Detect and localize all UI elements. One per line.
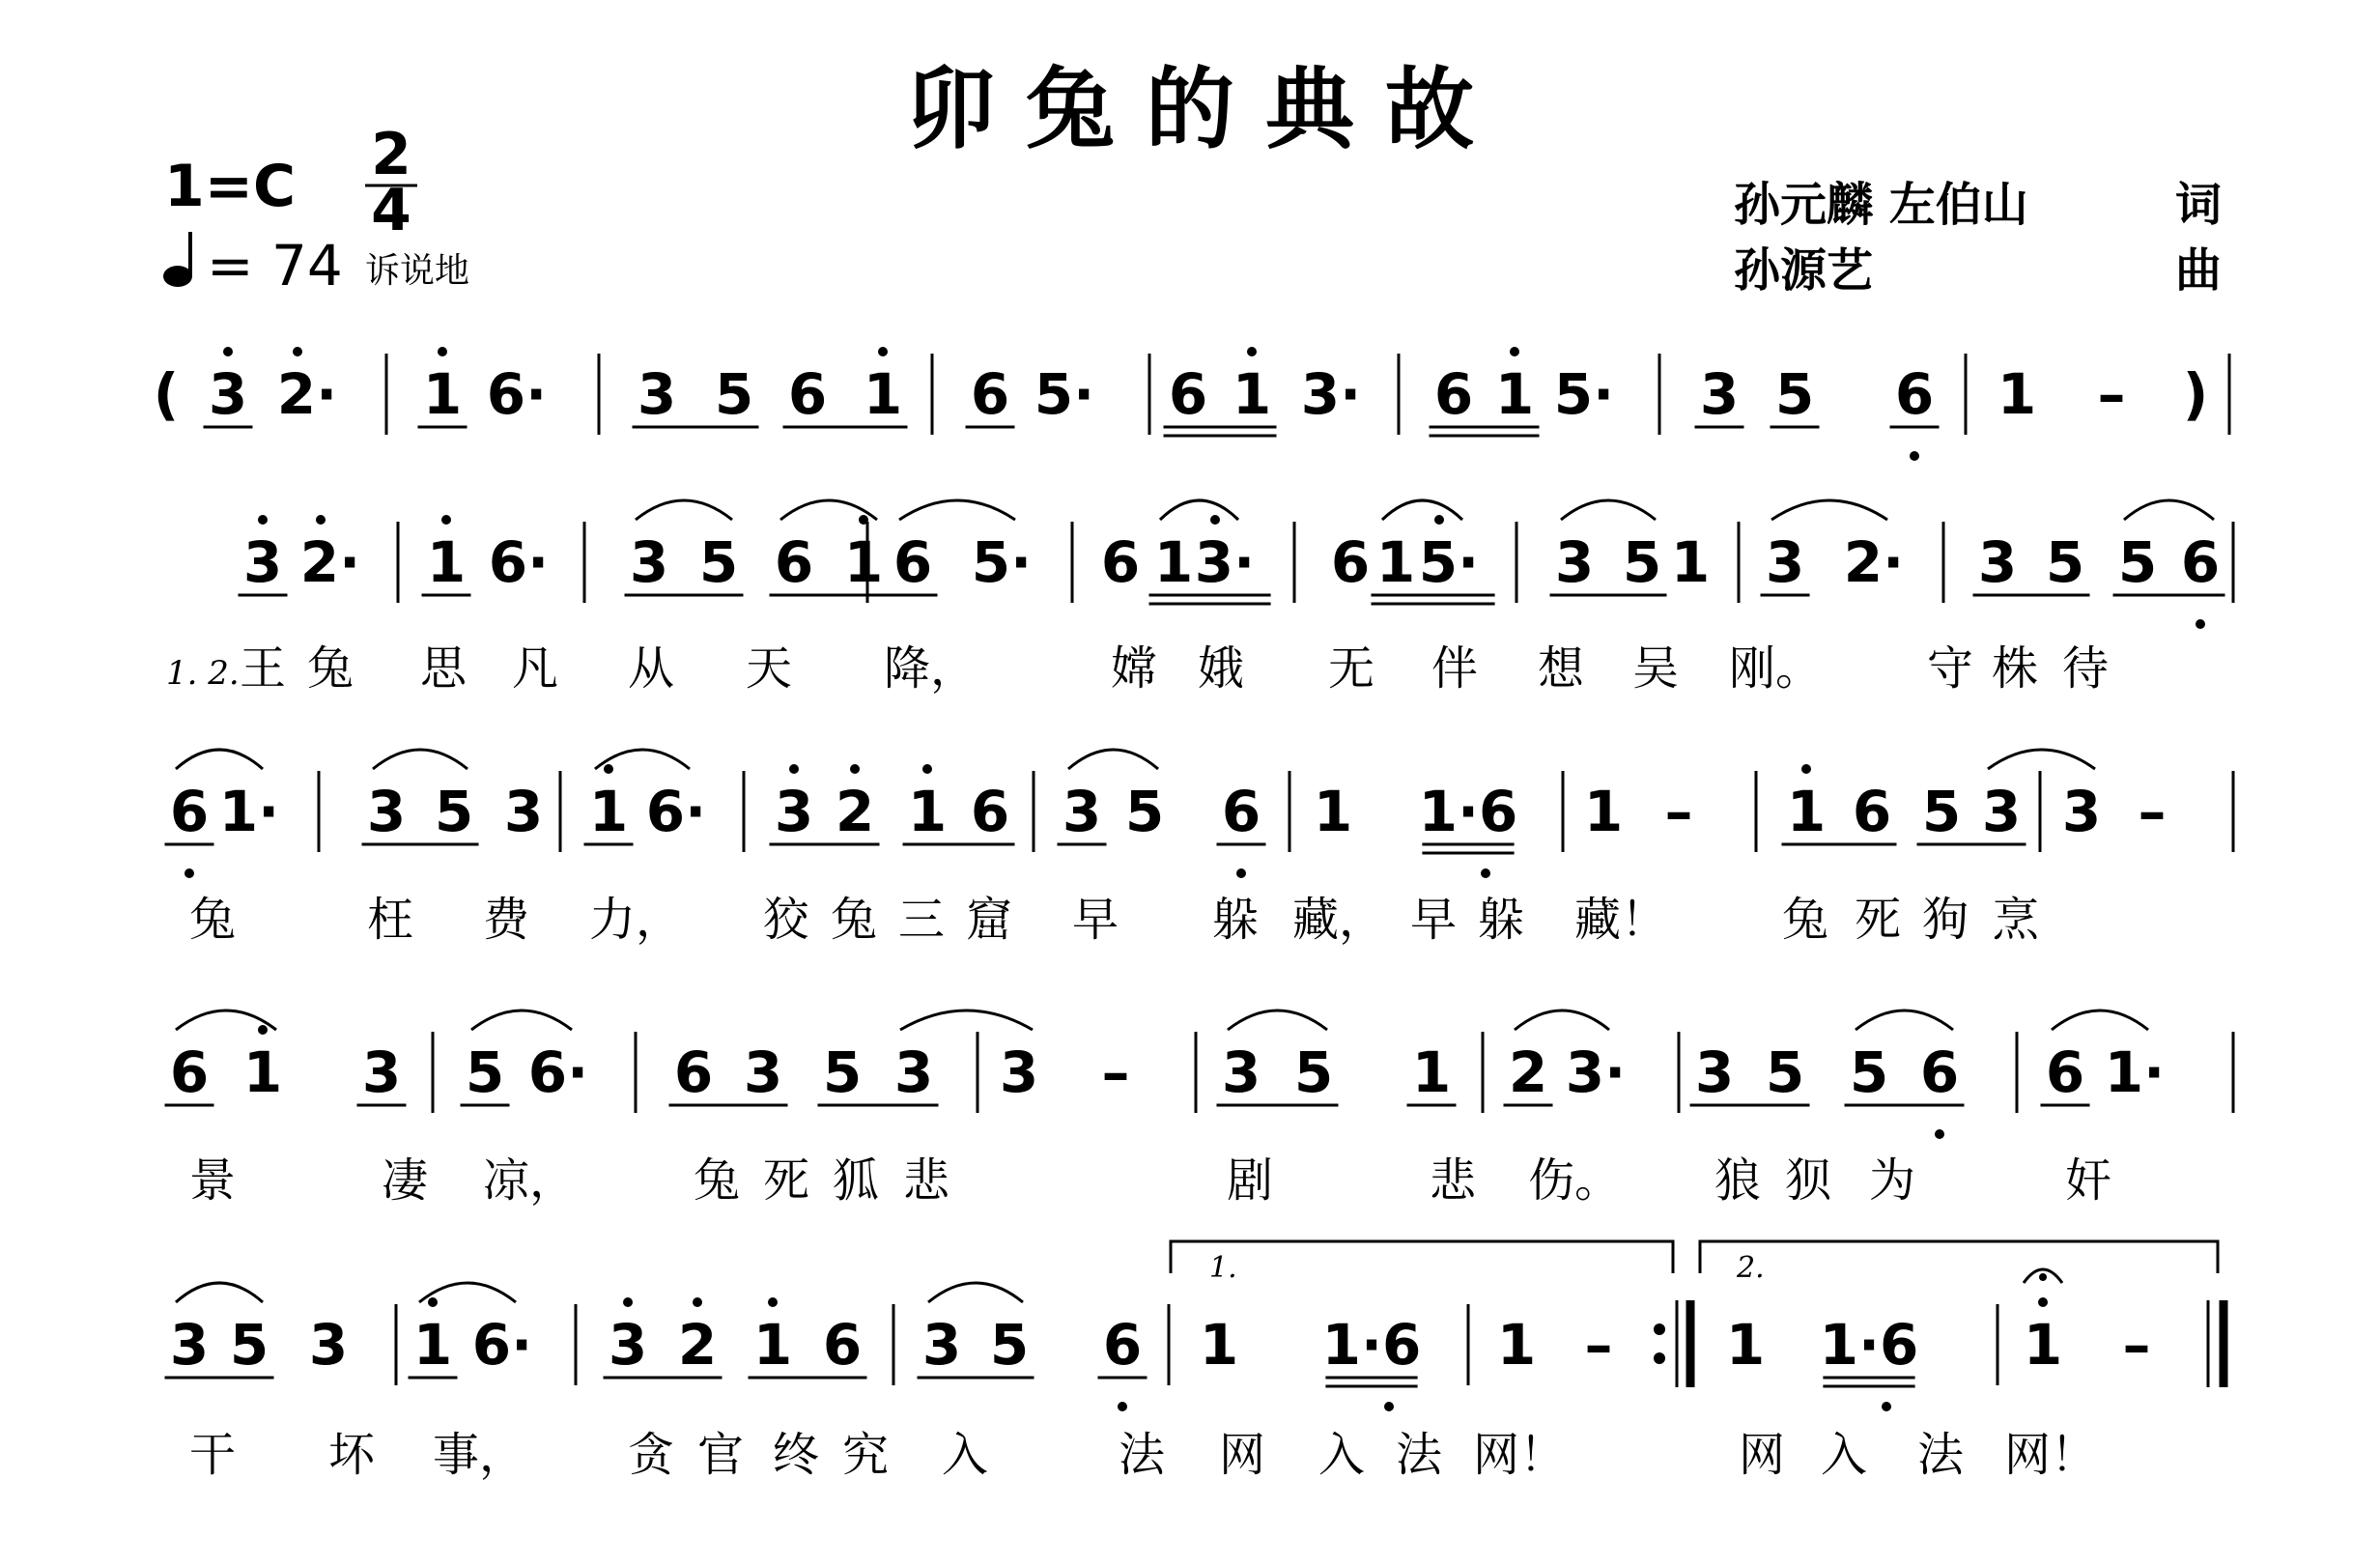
octave-dot-high [438, 347, 447, 356]
jianpu-note: 6 [1894, 361, 1935, 427]
jianpu-note: 6 [1221, 779, 1261, 844]
lyric-syllable: 藏！ [1574, 893, 1668, 947]
jianpu-note: 1 [412, 1312, 453, 1378]
jianpu-note: 1 [1725, 1312, 1766, 1378]
jianpu-note: 2 [835, 779, 875, 844]
lyric-syllable: 入 [942, 1428, 989, 1482]
lyric-syllable: 刚。 [1729, 641, 1823, 696]
jianpu-note: 6· [471, 1312, 533, 1378]
lyric-syllable: 早 [1410, 893, 1458, 947]
jianpu-note: 3 [503, 779, 544, 844]
octave-dot-low [184, 868, 194, 878]
jianpu-note: 3 [1765, 529, 1805, 595]
jianpu-note: 3 [1554, 529, 1595, 595]
slur [373, 750, 468, 769]
lyric-syllable: 待 [2062, 641, 2110, 696]
quarter-note-icon [163, 232, 192, 287]
lyric-syllable: 法 [1119, 1428, 1166, 1482]
jianpu-note: 6· [488, 529, 550, 595]
jianpu-note: 3· [1194, 529, 1256, 595]
jianpu-note: 3 [361, 1039, 402, 1105]
jianpu-note: 6· [645, 779, 707, 844]
jianpu-note: 6 [1919, 1039, 1960, 1105]
jianpu-note: 6 [1852, 779, 1892, 844]
system-line2 [165, 750, 2234, 947]
lyric-syllable: 贪 [628, 1428, 675, 1482]
lyric-syllable: 究 [842, 1428, 890, 1482]
octave-dot-low [1118, 1402, 1127, 1411]
jianpu-note: 5 [2045, 529, 2085, 595]
second-ending-bracket [1700, 1241, 2218, 1285]
octave-dot-high [293, 347, 302, 356]
lyric-syllable: 费 [483, 893, 530, 947]
lyric-syllable: 法 [1917, 1428, 1965, 1482]
key-signature: 1=C [164, 153, 297, 220]
jianpu-note: 6· [486, 361, 548, 427]
jianpu-note: 3 [1981, 779, 2022, 844]
lyric-syllable: 守 [1927, 641, 1974, 696]
octave-dot-high [223, 347, 233, 356]
jianpu-note: 1 [422, 361, 463, 427]
jianpu-note: 1·6 [1418, 779, 1518, 844]
lyric-syllable: 早 [1072, 893, 1119, 947]
second-ending-label: 2. [1737, 1251, 1765, 1285]
lyric-syllable: 烹 [1993, 893, 2040, 947]
lyric-syllable: 法 [1396, 1428, 1443, 1482]
lyric-syllable: 力， [589, 893, 683, 947]
jianpu-note: 3 [1699, 361, 1740, 427]
lyric-syllable: 伤。 [1528, 1153, 1622, 1208]
lyric-syllable: 坏 [328, 1428, 376, 1482]
jianpu-note: 5 [434, 779, 474, 844]
jianpu-note: 1 [1496, 1312, 1537, 1378]
jianpu-note: 5 [1124, 779, 1165, 844]
slur [900, 1010, 1033, 1030]
slur [176, 1283, 263, 1302]
slur [2052, 1010, 2148, 1030]
jianpu-note: 6 [774, 529, 814, 595]
jianpu-note: 3 [1062, 779, 1102, 844]
jianpu-note: 5 [1774, 361, 1815, 427]
verse-marker: 1. 2. [166, 654, 240, 693]
jianpu-note: 3 [637, 361, 677, 427]
jianpu-note: 3 [743, 1039, 783, 1105]
jianpu-note: 1 [863, 361, 903, 427]
octave-dot-high [1210, 515, 1220, 525]
jianpu-note: 6 [1168, 361, 1208, 427]
jianpu-note: 6 [169, 779, 210, 844]
octave-dot-high [922, 764, 932, 774]
lyric-syllable: 伴 [1431, 641, 1479, 696]
octave-dot-high [316, 515, 326, 525]
octave-dot-high [1247, 347, 1257, 356]
jianpu-note: 5· [1553, 361, 1615, 427]
lyric-syllable: 凡 [512, 641, 559, 696]
octave-dot-high [604, 764, 613, 774]
octave-dot-high [859, 515, 868, 525]
jianpu-note: 1 [843, 529, 884, 595]
lyric-syllable: 剧 [1227, 1153, 1274, 1208]
jianpu-note: 1 [1411, 1039, 1452, 1105]
jianpu-note: 3 [893, 1039, 934, 1105]
jianpu-note: 1· [218, 779, 280, 844]
lyric-syllable: 从 [628, 641, 675, 696]
jianpu-note: 5· [971, 529, 1033, 595]
lyric-syllable: 兔 [694, 1153, 741, 1208]
octave-dot-high [623, 1297, 633, 1307]
jianpu-note: 1 [1583, 779, 1624, 844]
jianpu-note: 1 [752, 1312, 793, 1378]
octave-dot-high [441, 515, 451, 525]
jianpu-note: 6 [822, 1312, 863, 1378]
tempo-value: = 74 [207, 233, 343, 299]
lyricists: 孙元麟 左伯山 [1734, 178, 2028, 232]
jianpu-note: 3 [1977, 529, 2018, 595]
lyric-syllable: 想 [1538, 641, 1585, 696]
jianpu-note: 2 [1508, 1039, 1548, 1105]
octave-dot-high [428, 1297, 438, 1307]
lyric-syllable: 无 [1328, 641, 1375, 696]
lyric-syllable: 为 [1869, 1153, 1916, 1208]
lyric-syllable: 凉， [483, 1153, 577, 1208]
jianpu-note: 3 [242, 529, 283, 595]
lyric-syllable: 网 [1219, 1428, 1266, 1482]
lyric-syllable: 躲 [1478, 893, 1525, 947]
octave-dot-high [1434, 515, 1444, 525]
jianpu-note: 1 [242, 1039, 283, 1105]
lyric-syllable: 兔 [1782, 893, 1829, 947]
slur [1382, 500, 1462, 520]
repeat-dot [1654, 1352, 1665, 1364]
hold-dash: – [1101, 1039, 1130, 1105]
jianpu-note: 6 [970, 361, 1010, 427]
jianpu-note: 1 [1313, 779, 1353, 844]
jianpu-note: 6 [1102, 1312, 1143, 1378]
jianpu-note: 1 [1786, 779, 1827, 844]
jianpu-note: 6 [2180, 529, 2221, 595]
slur [1515, 1010, 1609, 1030]
lyric-syllable: 凄 [382, 1153, 429, 1208]
octave-dot-low [2196, 619, 2205, 629]
hold-dash: – [1664, 779, 1693, 844]
lyric-syllable: 株 [1992, 641, 2039, 696]
jianpu-note: 1 [1199, 1312, 1239, 1378]
jianpu-note: 3 [208, 361, 248, 427]
lyric-syllable: 悲 [1430, 1153, 1477, 1208]
lyric-syllable: 王 [240, 641, 287, 696]
parenthesis: ) [2182, 361, 2209, 427]
lyric-syllable: 事， [433, 1428, 526, 1482]
system-line3 [165, 1010, 2234, 1208]
jianpu-note: 3 [169, 1312, 210, 1378]
lyric-syllable: 三 [898, 893, 946, 947]
lyric-syllable: 悲 [903, 1153, 950, 1208]
slur [1856, 1010, 1953, 1030]
jianpu-note: 6 [169, 1039, 210, 1105]
lyric-syllable: 窟 [966, 893, 1013, 947]
lyric-syllable: 枉 [367, 893, 414, 947]
slur [1068, 750, 1158, 769]
first-ending-bracket [1171, 1241, 1673, 1285]
parenthesis: ( [153, 361, 180, 427]
jianpu-note: 6 [673, 1039, 714, 1105]
jianpu-note: 5 [714, 361, 754, 427]
jianpu-note: 1 [426, 529, 467, 595]
time-signature-top: 2 [371, 121, 411, 188]
jianpu-note: 5 [465, 1039, 505, 1105]
slur [899, 500, 1015, 520]
jianpu-note: 5 [698, 529, 739, 595]
jianpu-note: 3 [1694, 1039, 1735, 1105]
jianpu-note: 6 [1100, 529, 1141, 595]
slur [636, 500, 732, 520]
octave-dot-high [693, 1297, 702, 1307]
lyric-syllable: 吴 [1632, 641, 1680, 696]
lyric-syllable: 嫦 [1111, 641, 1158, 696]
fermata-dot [2039, 1273, 2047, 1281]
jianpu-note: 5 [1622, 529, 1662, 595]
jianpu-note: 1 [1375, 529, 1416, 595]
hold-dash: – [2138, 779, 2167, 844]
jianpu-note: 3· [1300, 361, 1362, 427]
jianpu-note: 1 [907, 779, 948, 844]
octave-dot-low [1910, 451, 1919, 461]
jianpu-note: 5· [1034, 361, 1095, 427]
jianpu-note: 3 [629, 529, 669, 595]
system-line4 [165, 1269, 2224, 1482]
lyric-syllable: 入 [1821, 1428, 1868, 1482]
slur [1228, 1010, 1327, 1030]
lyricist-role: 词 [2174, 178, 2222, 232]
jianpu-note: 1 [2023, 1312, 2063, 1378]
song-title: 卯 兔 的 典 故 [905, 57, 1475, 161]
slur [2124, 500, 2214, 520]
octave-dot-high [768, 1297, 778, 1307]
octave-dot-low [1384, 1402, 1394, 1411]
jianpu-note: 5 [1765, 1039, 1805, 1105]
lyric-syllable: 狗 [1922, 893, 1969, 947]
lyric-syllable: 狡 [763, 893, 810, 947]
octave-dot-low [1882, 1402, 1891, 1411]
jianpu-note: 2 [677, 1312, 718, 1378]
slur [1988, 750, 2095, 769]
composer: 孙源艺 [1734, 243, 1874, 298]
jianpu-note: 1 [1997, 361, 2037, 427]
octave-dot-high [258, 1025, 268, 1035]
lyric-syllable: 兔 [189, 893, 237, 947]
lyric-syllable: 降， [884, 641, 978, 696]
repeat-dot [1654, 1323, 1665, 1335]
jianpu-note: 5· [1418, 529, 1480, 595]
tempo-marking: 诉说地 [365, 251, 470, 291]
octave-dot-low [1236, 868, 1246, 878]
jianpu-note: 1 [1153, 529, 1194, 595]
jianpu-note: 1 [588, 779, 629, 844]
lyric-syllable: 思 [420, 641, 468, 696]
time-signature-bottom: 4 [371, 177, 411, 244]
lyric-syllable: 入 [1318, 1428, 1366, 1482]
lyric-syllable: 狼 [1714, 1153, 1762, 1208]
jianpu-note: 5 [1921, 779, 1962, 844]
jianpu-note: 1 [1670, 529, 1711, 595]
lyric-syllable: 死 [763, 1153, 810, 1208]
jianpu-note: 1 [1232, 361, 1272, 427]
jianpu-note: 3 [921, 1312, 962, 1378]
slur [1160, 500, 1238, 520]
jianpu-note: 5 [229, 1312, 269, 1378]
jianpu-note: 3 [1221, 1039, 1261, 1105]
lyric-syllable: 死 [1855, 893, 1902, 947]
hold-dash: – [1584, 1312, 1613, 1378]
lyric-syllable: 狐 [833, 1153, 880, 1208]
lyric-syllable: 网！ [2004, 1428, 2098, 1482]
lyric-syllable: 网！ [1473, 1428, 1567, 1482]
octave-dot-low [1935, 1129, 1944, 1139]
lyric-syllable: 兔 [307, 641, 354, 696]
lyric-syllable: 干 [189, 1428, 237, 1482]
jianpu-note: 6· [527, 1039, 589, 1105]
jianpu-note: 5 [989, 1312, 1030, 1378]
slur [928, 1283, 1023, 1302]
slur [1561, 500, 1656, 520]
lyric-syllable: 兔 [831, 893, 878, 947]
jianpu-note: 3· [1565, 1039, 1627, 1105]
first-ending-label: 1. [1209, 1251, 1237, 1285]
octave-dot-high [1510, 347, 1519, 356]
hold-dash: – [2097, 361, 2126, 427]
jianpu-note: 6 [892, 529, 933, 595]
jianpu-note: 1·6 [1819, 1312, 1919, 1378]
lyric-syllable: 狈 [1785, 1153, 1832, 1208]
jianpu-note: 2· [276, 361, 338, 427]
jianpu-note: 1· [2104, 1039, 2166, 1105]
jianpu-note: 6 [787, 361, 828, 427]
jianpu-note: 5 [822, 1039, 863, 1105]
hold-dash: – [2122, 1312, 2151, 1378]
jianpu-note: 6 [2045, 1039, 2085, 1105]
octave-dot-high [1801, 764, 1811, 774]
octave-dot-high [789, 764, 799, 774]
jianpu-note: 1·6 [1321, 1312, 1422, 1378]
jianpu-note: 3 [774, 779, 814, 844]
lyric-syllable: 奸 [2065, 1153, 2112, 1208]
jianpu-note: 2· [1843, 529, 1905, 595]
lyric-syllable: 娥 [1198, 641, 1245, 696]
octave-dot-low [1481, 868, 1490, 878]
lyric-syllable: 躲 [1212, 893, 1260, 947]
jianpu-note: 3 [308, 1312, 349, 1378]
slur [1771, 500, 1887, 520]
jianpu-note: 5 [1293, 1039, 1334, 1105]
lyric-syllable: 天 [746, 641, 793, 696]
jianpu-note: 6 [1330, 529, 1371, 595]
jianpu-note: 2· [299, 529, 361, 595]
octave-dot-high [850, 764, 860, 774]
jianpu-note: 3 [366, 779, 407, 844]
octave-dot-high [878, 347, 888, 356]
jianpu-note: 3 [2061, 779, 2102, 844]
jianpu-note: 1 [1494, 361, 1535, 427]
slur [176, 750, 263, 769]
jianpu-note: 6 [970, 779, 1010, 844]
jianpu-note: 5 [1849, 1039, 1889, 1105]
octave-dot-high [258, 515, 268, 525]
system-line1 [239, 500, 2234, 696]
lyric-syllable: 终 [773, 1428, 820, 1482]
lyric-syllable: 景 [189, 1153, 237, 1208]
composer-role: 曲 [2174, 243, 2222, 298]
lyric-syllable: 藏， [1292, 893, 1386, 947]
jianpu-note: 6 [1433, 361, 1474, 427]
system-intro [154, 347, 2229, 461]
slur [471, 1010, 572, 1030]
octave-dot-high [2038, 1297, 2048, 1307]
music-systems [154, 347, 2233, 1482]
jianpu-note: 3 [608, 1312, 648, 1378]
jianpu-note: 5 [2117, 529, 2158, 595]
jianpu-note: 3 [999, 1039, 1039, 1105]
lyric-syllable: 网 [1739, 1428, 1786, 1482]
lyric-syllable: 官 [697, 1428, 745, 1482]
